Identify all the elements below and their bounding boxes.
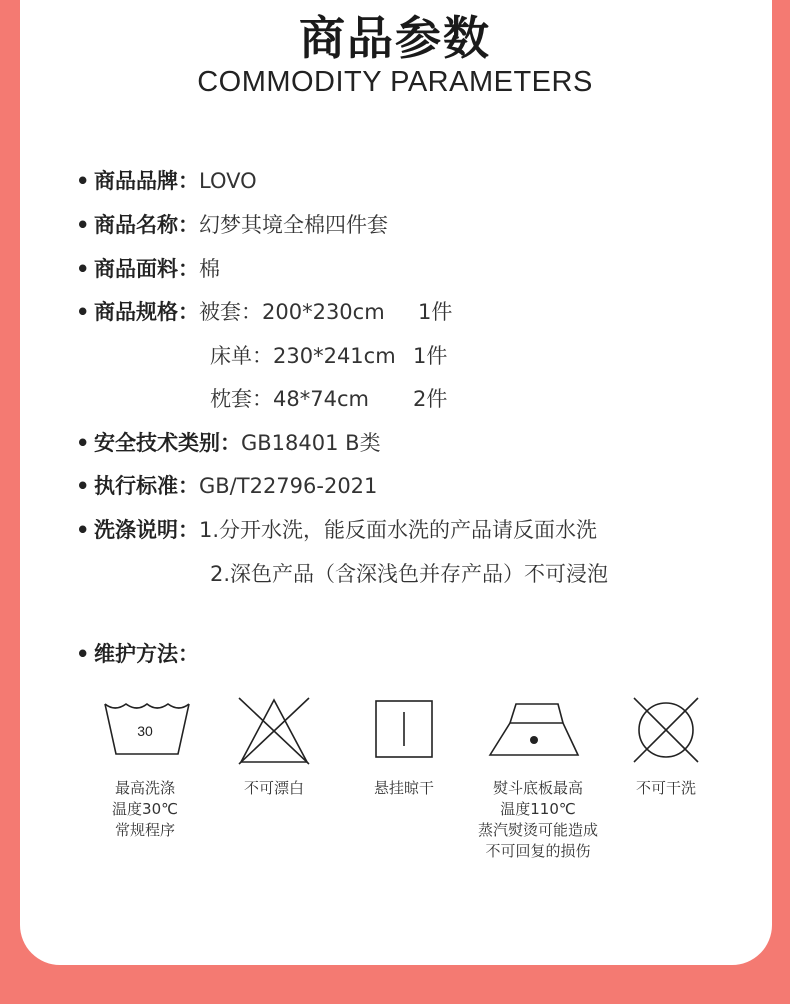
care-caption-wash: 最高洗涤 温度30℃ 常规程序: [112, 779, 178, 839]
spec-line-sheet: 床单：230*241cm: [210, 344, 396, 368]
wash-tub-30-icon: [102, 698, 192, 758]
wash-temp-label: 30: [137, 723, 153, 739]
wash-line-2: 2.深色产品（含深浅色并存产品）不可浸泡: [210, 562, 609, 586]
param-label: 安全技术类别：: [94, 431, 241, 455]
bullet: •: [76, 257, 90, 281]
care-caption-bleach: 不可漂白: [243, 779, 304, 797]
bullet: •: [76, 169, 90, 193]
no-dry-clean-icon: [632, 696, 700, 764]
param-label: 商品规格：: [94, 300, 199, 324]
param-row-standard: [76, 470, 377, 500]
param-value: GB/T22796-2021: [199, 474, 378, 498]
param-value: LOVO: [199, 169, 257, 193]
spec-qty: 2件: [413, 387, 448, 411]
param-label: 执行标准：: [94, 474, 199, 498]
param-row-spec: [76, 296, 385, 326]
param-value: 1.分开水洗，能反面水洗的产品请反面水洗: [199, 518, 598, 542]
param-value: GB18401 B类: [241, 431, 381, 455]
bullet: •: [76, 642, 90, 666]
param-value: 被套：200*230cm: [199, 300, 385, 324]
care-heading: [76, 638, 199, 668]
param-row-brand: [76, 165, 257, 195]
param-row-fabric: [76, 253, 220, 283]
spec-qty: 1件: [418, 300, 453, 324]
param-row-name: [76, 209, 388, 239]
param-row-washing: [76, 514, 597, 544]
spec-line-pillowcase: 枕套：48*74cm: [210, 387, 369, 411]
param-label: 商品名称：: [94, 213, 199, 237]
page-subtitle: COMMODITY PARAMETERS: [197, 66, 593, 98]
care-caption-dryclean: 不可干洗: [635, 779, 696, 797]
bullet: •: [76, 474, 90, 498]
param-label: 洗涤说明：: [94, 518, 199, 542]
iron-one-dot-icon: [488, 700, 580, 758]
care-caption-iron: 熨斗底板最高 温度110℃ 蒸汽熨烫可能造成 不可回复的损伤: [477, 779, 598, 860]
param-value: 幻梦其境全棉四件套: [199, 213, 388, 237]
bullet: •: [76, 518, 90, 542]
bullet: •: [76, 300, 90, 324]
care-label: 维护方法：: [94, 642, 199, 666]
param-row-safety: [76, 427, 381, 457]
no-bleach-icon: [237, 696, 311, 766]
spec-qty: 1件: [413, 344, 448, 368]
param-label: 商品面料：: [94, 257, 199, 281]
param-label: 商品品牌：: [94, 169, 199, 193]
care-caption-dry: 悬挂晾干: [373, 779, 434, 797]
bullet: •: [76, 213, 90, 237]
hang-dry-icon: [375, 700, 433, 758]
bullet: •: [76, 431, 90, 455]
page-title: 商品参数: [299, 11, 491, 65]
param-value: 棉: [199, 257, 220, 281]
